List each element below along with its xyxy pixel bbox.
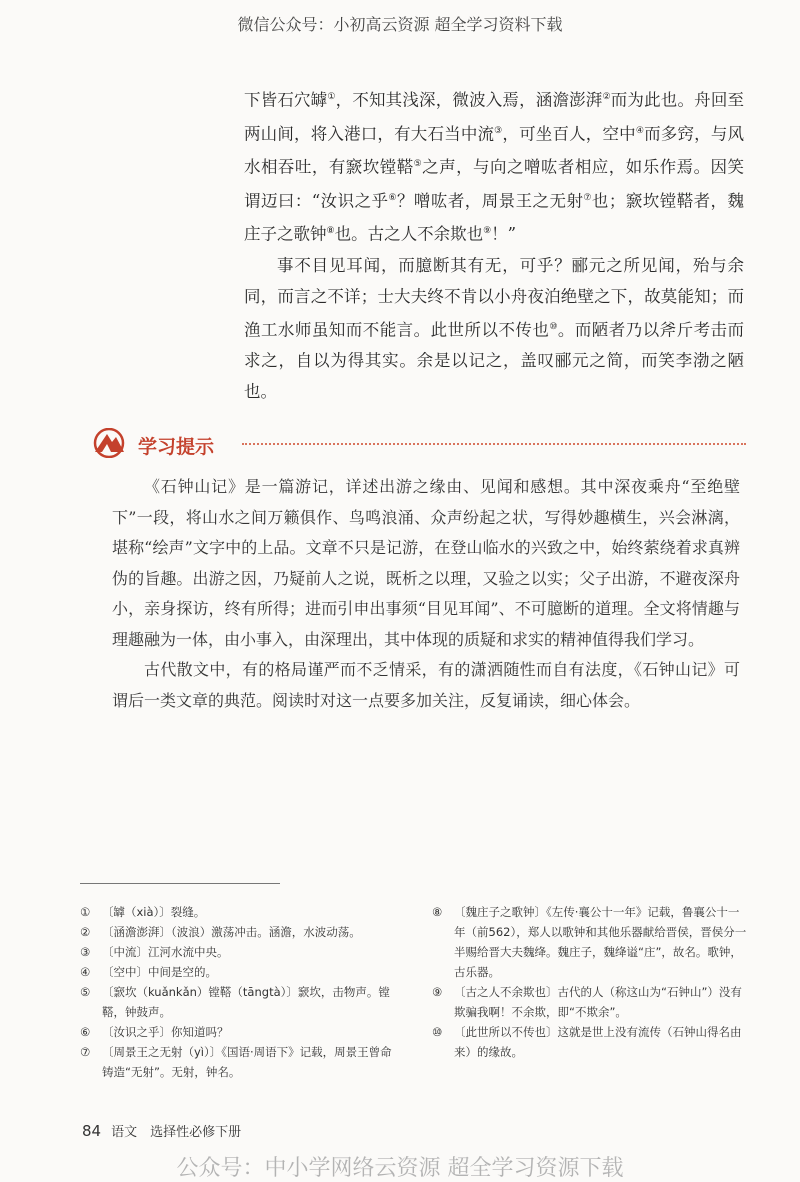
main-paragraph-1 <box>244 82 744 250</box>
book-title: 语文 选择性必修下册 <box>111 1125 242 1140</box>
note-marker: ① <box>327 92 336 102</box>
text-run: ，不知其浅深，微波入焉，涵澹澎湃 <box>335 90 603 110</box>
note-marker: ⑨ <box>483 226 492 236</box>
footnote-text: 〔罅（xià）〕裂缝。 <box>102 905 206 919</box>
footnote-text: 〔空中〕中间是空的。 <box>102 965 217 979</box>
note-marker: ② <box>602 92 611 102</box>
footnote-number: ⑨ <box>432 985 443 999</box>
note-marker: ⑦ <box>583 192 592 203</box>
footnotes-left <box>80 902 400 1082</box>
footnote-number: ⑧ <box>432 905 443 919</box>
tips-paragraph-2: 古代散文中，有的格局谨严而不乏情采，有的潇洒随性而自有法度，《石钟山记》可谓后一类文章的典范。阅读时对这一点要多加关注，反复诵读，细心体会。 <box>112 660 740 710</box>
text-run: 而为此也。舟回至两山间，将入港口，有大石当中流 <box>244 90 744 143</box>
footnote-number: ⑦ <box>80 1045 91 1059</box>
footnote-number: ④ <box>80 965 91 979</box>
footnote-text: 〔涵澹澎湃〕（波浪）激荡冲击。涵澹，水波动荡。 <box>102 925 361 939</box>
footnote-item <box>432 902 750 982</box>
text-run: 也。古之人不余欺也 <box>334 224 484 244</box>
footnote-text: 〔中流〕江河水流中央。 <box>102 945 229 959</box>
study-tips-divider <box>242 443 746 445</box>
footnote-item <box>80 902 400 922</box>
study-tips-icon <box>92 428 126 458</box>
text-run: 下皆石穴罅 <box>244 90 328 110</box>
footnote-item <box>80 962 400 982</box>
page-header-banner: 微信公众号：小初高云资源 超全学习资料下载 <box>237 15 563 34</box>
footnote-text: 〔周景王之无射（yì）〕《国语·周语下》记载，周景王曾命铸造“无射”。无射，钟名。 <box>102 1045 392 1079</box>
footnote-text: 〔魏庄子之歌钟〕《左传·襄公十一年》记载，鲁襄公十一年（前562），郑人以歌钟和其他乐器献给晋侯，晋侯分一半赐给晋大夫魏绛。魏庄子，魏绛谥“庄”，故名。歌钟，古乐器。 <box>454 905 747 979</box>
footnote-number: ⑥ <box>80 1025 91 1039</box>
note-marker: ⑥ <box>388 192 397 203</box>
footnote-number: ① <box>80 905 91 919</box>
page-number: 84 <box>82 1122 102 1140</box>
footnote-text: 〔古之人不余欺也〕古代的人（称这山为“石钟山”）没有欺骗我啊！不余欺，即“不欺余”。 <box>454 985 742 1019</box>
text-run: ？噌吰者，周景王之无射 <box>396 191 584 210</box>
footnote-number: ② <box>80 925 91 939</box>
note-marker: ③ <box>494 125 503 136</box>
page-footer <box>82 1121 241 1140</box>
text-run: 也；窾坎镗鞳者，魏庄子之歌钟 <box>244 191 744 244</box>
text-run: 而多窍，与风水相吞吐，有窾坎镗鞳 <box>244 124 745 177</box>
footnote-item <box>80 942 400 962</box>
note-marker: ④ <box>635 125 645 136</box>
footnote-text: 〔汝识之乎〕你知道吗？ <box>102 1025 229 1039</box>
footnote-item <box>80 1022 400 1042</box>
text-run: 事不目见耳闻，而臆断其有无，可乎？郦元之所见闻，殆与余同，而言之不详；士大夫终不肯以小舟夜泊绝壁之下，故莫能知；而渔工水师虽知而不能言。此世所以不传也 <box>244 255 744 339</box>
text-run: 。而陋者乃以斧斤考击而求之，自以为得其实。余是以记之，盖叹郦元之简，而笑李渤之陋也。 <box>244 320 745 401</box>
footnote-text: 〔此世所以不传也〕这就是世上没有流传（石钟山得名由来）的缘故。 <box>454 1025 742 1059</box>
watermark: 公众号：中小学网络云资源 超全学习资源下载 <box>176 1156 624 1181</box>
study-tips-header <box>92 424 746 464</box>
footnotes-right <box>432 902 750 1062</box>
footnote-item <box>80 922 400 942</box>
main-paragraph-2 <box>244 250 744 408</box>
tips-paragraph-1: 《石钟山记》是一篇游记，详述出游之缘由、见闻和感想。其中深夜乘舟“至绝壁下”一段，将山水之间万籁俱作、鸟鸣浪涌、众声纷起之状，写得妙趣横生，兴会淋漓，堪称“绘声”文字中的上品。文章不只是记游，在登山临水的兴致之中，始终萦绕着求真辨伪的旨趣。出游之因，乃疑前人之说，既析之以理，又验之以实；父子出游，不避夜深舟小，亲身探访，终有所得；进而引申出事须“目见耳闻”、不可臆断的道理。全文将情趣与理趣融为一体，由小事入，由深理出，其中体现的质疑和求实的精神值得我们学习。 <box>112 477 740 649</box>
study-tips-title: 学习提示 <box>138 436 215 458</box>
text-run: ！” <box>491 224 517 244</box>
footnote-item <box>432 1022 750 1062</box>
footnote-item <box>80 1042 400 1082</box>
footnote-number: ③ <box>80 945 91 959</box>
main-text <box>244 82 744 407</box>
note-marker: ⑤ <box>413 159 423 169</box>
footnote-text: 〔窾坎（kuǎnkǎn）镗鞳（tāngtà）〕窾坎，击物声。镗鞳，钟鼓声。 <box>102 985 390 1019</box>
study-tips-body <box>112 472 740 716</box>
footnote-divider <box>80 883 280 884</box>
text-run: ，可坐百人，空中 <box>502 124 636 143</box>
footnote-item <box>432 982 750 1022</box>
footnote-number: ⑩ <box>432 1025 443 1039</box>
note-marker: ⑧ <box>326 226 335 236</box>
text-run: 之声，与向之噌吰者相应，如乐作焉。因笑谓迈曰：“汝识之乎 <box>244 157 745 210</box>
footnote-item <box>80 982 400 1022</box>
note-marker: ⑩ <box>549 321 558 332</box>
footnote-number: ⑤ <box>80 985 91 999</box>
